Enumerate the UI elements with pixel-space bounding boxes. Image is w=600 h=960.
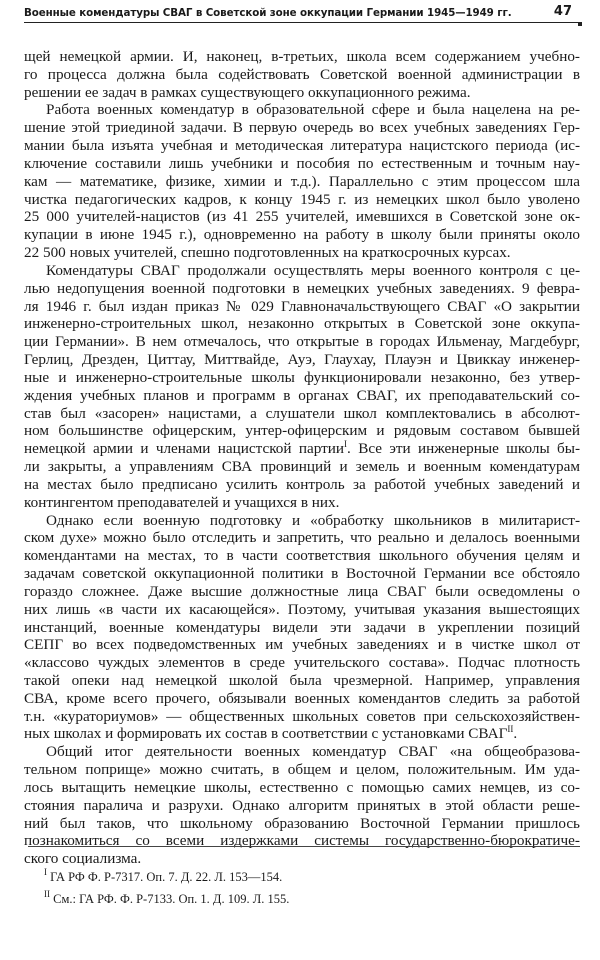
paragraph	[24, 48, 580, 101]
text-line	[24, 601, 580, 619]
text-line	[24, 547, 580, 565]
line-text: тельном поприще» можно считать, в общем и целом, положительным. Им уда-	[24, 761, 580, 779]
running-header	[24, 4, 580, 23]
text-line	[24, 529, 580, 547]
line-text: шение этой триединой задачи. В первую очередь во всех учебных заведениях Гер-	[24, 119, 580, 137]
line-text: решении ее задач в рамках существующего оккупационного режима.	[24, 83, 471, 101]
text-line	[24, 583, 580, 601]
footnote	[44, 888, 289, 910]
text-line	[24, 619, 580, 637]
line-text: лью недопущения военной подготовки в немецких учебных заведениях. 9 февра-	[24, 279, 580, 297]
text-line	[24, 66, 580, 84]
text-line	[24, 137, 580, 155]
text-line	[24, 458, 580, 476]
footnote-mark: II	[44, 889, 50, 899]
line-text: Работа военных комендатур в образовательной сфере и была нацелена на ре-	[46, 101, 580, 119]
text-line	[24, 226, 580, 244]
paragraph	[24, 512, 580, 744]
footnote-divider	[28, 846, 580, 847]
text-line	[24, 422, 580, 440]
line-text: ждения учебных планов и программ в органах СВАГ, их преподавательский со-	[24, 386, 580, 404]
line-text: став был «засорен» нацистами, а слушатели школ комплектовались в абсолют-	[24, 404, 580, 422]
footnote-text: См.: ГА РФ. Ф. Р-7133. Оп. 1. Д. 109. Л. 155.	[50, 892, 290, 906]
line-text: инстанций, военные комендатуры видели эти задачи в укреплении позиций	[24, 618, 580, 636]
line-text: ского социализма.	[24, 850, 142, 868]
line-text: . Все эти инженерные школы бы-	[347, 440, 580, 458]
line-text: ключение составили лишь учебники и пособия по естественным и точным нау-	[24, 154, 580, 172]
text-line	[24, 494, 580, 512]
text-line	[24, 672, 580, 690]
line-text: контингентом преподавателей и учащихся в них.	[24, 493, 340, 511]
line-text: познакомиться со всеми издержками системы государственно-бюрократиче-	[24, 832, 580, 850]
line-text: Герлиц, Дрезден, Циттау, Миттвайде, Ауэ, Глаухау, Плауэн и Цвиккау инженер-	[24, 351, 580, 369]
line-text: .	[513, 725, 518, 743]
text-line	[24, 351, 580, 369]
text-line	[24, 101, 580, 119]
text-line	[24, 565, 580, 583]
line-text: них лишь «в части их касающейся». Поэтому, учитывая указания вышестоящих	[24, 600, 580, 618]
text-line	[24, 119, 580, 137]
footnotes	[44, 866, 289, 910]
running-header-title: Военные комендатуры СВАГ в Советской зоне оккупации Германии 1945—1949 гг.	[24, 7, 512, 19]
line-text: задачам советской оккупационной политики в Восточной Германии все обстояло	[24, 565, 580, 583]
line-text: кам — математике, физике, химии и т.д.). Параллельно с этим процессом шла	[24, 172, 580, 190]
line-text: ний был таков, что школьному образованию Восточной Германии пришлось	[24, 814, 580, 832]
text-line	[24, 191, 580, 209]
text-line	[24, 369, 580, 387]
text-line	[24, 654, 580, 672]
text-line	[24, 440, 580, 458]
line-text: т.н. «кураториумов» — общественных школьных советов при сельскохозяйствен-	[24, 707, 580, 725]
page-number: 47	[553, 4, 572, 19]
text-line	[24, 476, 580, 494]
line-text: немецкой армии и членами нацистской партии	[24, 440, 345, 458]
text-line	[24, 48, 580, 66]
text-line	[24, 173, 580, 191]
text-line	[24, 84, 580, 102]
paragraph	[24, 743, 580, 868]
line-text: комендантами на местах, то в части соответствия школьного обучения целям и	[24, 547, 580, 565]
line-text: на местах было предписано усилить контроль за работой учебных заведений и	[24, 475, 580, 493]
text-line	[24, 636, 580, 654]
footnote	[44, 866, 289, 888]
line-text: Комендатуры СВАГ продолжали осуществлять меры военного контроля с це-	[46, 261, 580, 279]
line-text: 25 000 учителей-нацистов (из 41 255 учителей, имевшихся в Советской зоне ок-	[24, 208, 580, 226]
paragraph	[24, 101, 580, 261]
line-text: ля 1946 г. был издан приказ № 029 Главноначальствующего СВАГ «О закрытии	[24, 297, 580, 315]
text-line	[24, 832, 580, 850]
line-text: «классово чуждых элементов в среде учительского состава». Подчас плотность	[24, 654, 580, 672]
text-line	[24, 761, 580, 779]
line-text: ных школах и формировать их состав в соответствии с установками СВАГ	[24, 725, 508, 743]
text-line	[24, 743, 580, 761]
line-text: СВА, кроме всего прочего, обязывали военных комендантов следить за работой	[24, 689, 580, 707]
text-line	[24, 405, 580, 423]
line-text: ции Германии». В нем отмечалось, что открытые в городах Ильменау, Магдебург,	[24, 333, 580, 351]
line-text: ском духе» можно было отследить и запретить, что реально и делалось военными	[24, 529, 580, 547]
line-text: 22 500 новых учителей, спешно подготовленных на краткосрочных курсах.	[24, 244, 511, 262]
text-line	[24, 155, 580, 173]
text-line	[24, 387, 580, 405]
text-line	[24, 208, 580, 226]
text-line	[24, 797, 580, 815]
body-text	[24, 48, 580, 868]
line-text: лось вытащить немецкие школы, естественно с помощью самих немцев, из со-	[24, 778, 580, 796]
line-text: стояния паралича и разрухи. Однако алгоритм принятых в этой области реше-	[24, 796, 580, 814]
line-text: Общий итог деятельности военных комендатур СВАГ «на общеобразова-	[46, 743, 580, 761]
paragraph	[24, 262, 580, 512]
text-line	[24, 512, 580, 530]
text-line	[24, 333, 580, 351]
line-text: купации в июне 1945 г.), одновременно на работу в школу были приняты около	[24, 226, 580, 244]
text-line	[24, 244, 580, 262]
text-line	[24, 280, 580, 298]
text-line	[24, 315, 580, 333]
line-text: ли закрыты, а управлениям СВА провинций и земель и военным комендатурам	[24, 458, 580, 476]
text-line	[24, 708, 580, 726]
footnote-reference[interactable]: I	[344, 439, 348, 450]
line-text: чистка педагогических кадров, к концу 1945 г. из немецких школ было уволено	[24, 190, 580, 208]
text-line	[24, 690, 580, 708]
line-text: Однако если военную подготовку и «обработку школьников в милитарист-	[46, 511, 580, 529]
line-text: СЕПГ во всех подведомственных им учебных заведениях и в чистке школ от	[24, 636, 580, 654]
text-line	[24, 298, 580, 316]
text-line	[24, 725, 580, 743]
footnote-reference[interactable]: II	[507, 724, 514, 735]
line-text: щей немецкой армии. И, наконец, в-третьих, школа всем содержанием учебно-	[24, 48, 580, 65]
text-line	[24, 815, 580, 833]
footnote-mark: I	[44, 867, 47, 877]
line-text: мании была изъята учебная и методическая литература нацистского периода (ис-	[24, 137, 580, 155]
header-rule-mark	[578, 22, 582, 26]
line-text: го процесса должна была содействовать Советской военной администрации в	[24, 65, 580, 83]
footnote-text: ГА РФ Ф. Р-7317. Оп. 7. Д. 22. Л. 153—154.	[47, 870, 283, 884]
line-text: ные и инженерно-строительные школы функционировали незаконно, без утвер-	[24, 368, 580, 386]
line-text: ном большинстве офицерским, унтер-офицерским и рядовым составом бывшей	[24, 422, 580, 440]
text-line	[24, 262, 580, 280]
line-text: инженерно-строительных школ, незаконно открытых в Советской зоне оккупа-	[24, 315, 580, 333]
text-line	[24, 779, 580, 797]
line-text: такой опеки над немецкой школой была чрезмерной. Например, управления	[24, 671, 580, 689]
line-text: гораздо сложнее. Даже высшие должностные лица СВАГ были осведомлены о	[24, 582, 580, 600]
